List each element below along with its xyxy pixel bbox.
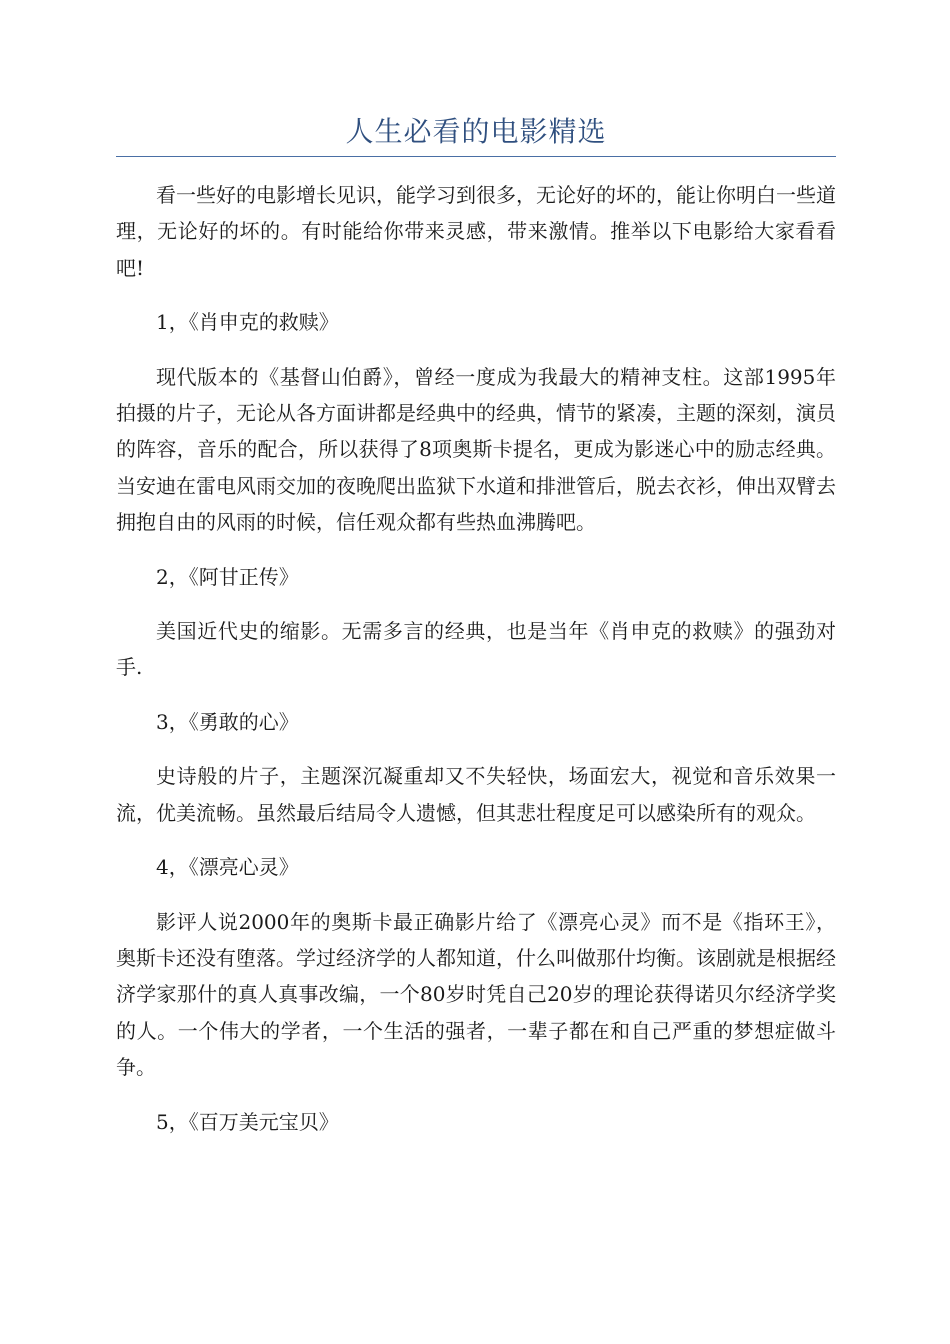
movie-description-3: 史诗般的片子，主题深沉凝重却又不失轻快，场面宏大，视觉和音乐效果一流，优美流畅。虽然最后结局令人遗憾，但其悲壮程度足可以感染所有的观众。	[116, 764, 836, 825]
movie-heading-2: 2，《阿甘正传》	[156, 564, 299, 589]
document-body	[116, 177, 836, 1140]
movie-description-2: 美国近代史的缩影。无需多言的经典，也是当年《肖申克的救赎》的强劲对手.	[116, 619, 836, 680]
movie-heading-4: 4，《漂亮心灵》	[156, 855, 299, 880]
movie-heading-5: 5，《百万美元宝贝》	[156, 1109, 339, 1134]
intro-paragraph: 看一些好的电影增长见识，能学习到很多，无论好的坏的，能让你明白一些道理，无论好的坏的。有时能给你带来灵感，带来激情。推举以下电影给大家看看吧!	[116, 183, 836, 280]
movie-description-1: 现代版本的《基督山伯爵》，曾经一度成为我最大的精神支柱。这部1995年拍摄的片子，无论从各方面讲都是经典中的经典，情节的紧凑，主题的深刻，演员的阵容，音乐的配合，所以获得了8项奥斯卡提名，更成为影迷心中的励志经典。当安迪在雷电风雨交加的夜晚爬出监狱下水道和排泄管后，脱去衣衫，伸出双臂去拥抱自由的风雨的时候，信任观众都有些热血沸腾吧。	[116, 364, 836, 535]
movie-description-4: 影评人说2000年的奥斯卡最正确影片给了《漂亮心灵》而不是《指环王》，奥斯卡还没有堕落。学过经济学的人都知道，什么叫做那什均衡。该剧就是根据经济学家那什的真人真事改编，一个80岁时凭自己20岁的理论获得诺贝尔经济学奖的人。一个伟大的学者，一个生活的强者，一辈子都在和自己严重的梦想症做斗争。	[116, 909, 836, 1080]
movie-heading-3: 3，《勇敢的心》	[156, 709, 299, 734]
movie-heading-1: 1，《肖申克的救赎》	[156, 310, 339, 335]
document-title: 人生必看的电影精选	[116, 112, 836, 157]
document-page	[116, 0, 836, 1158]
